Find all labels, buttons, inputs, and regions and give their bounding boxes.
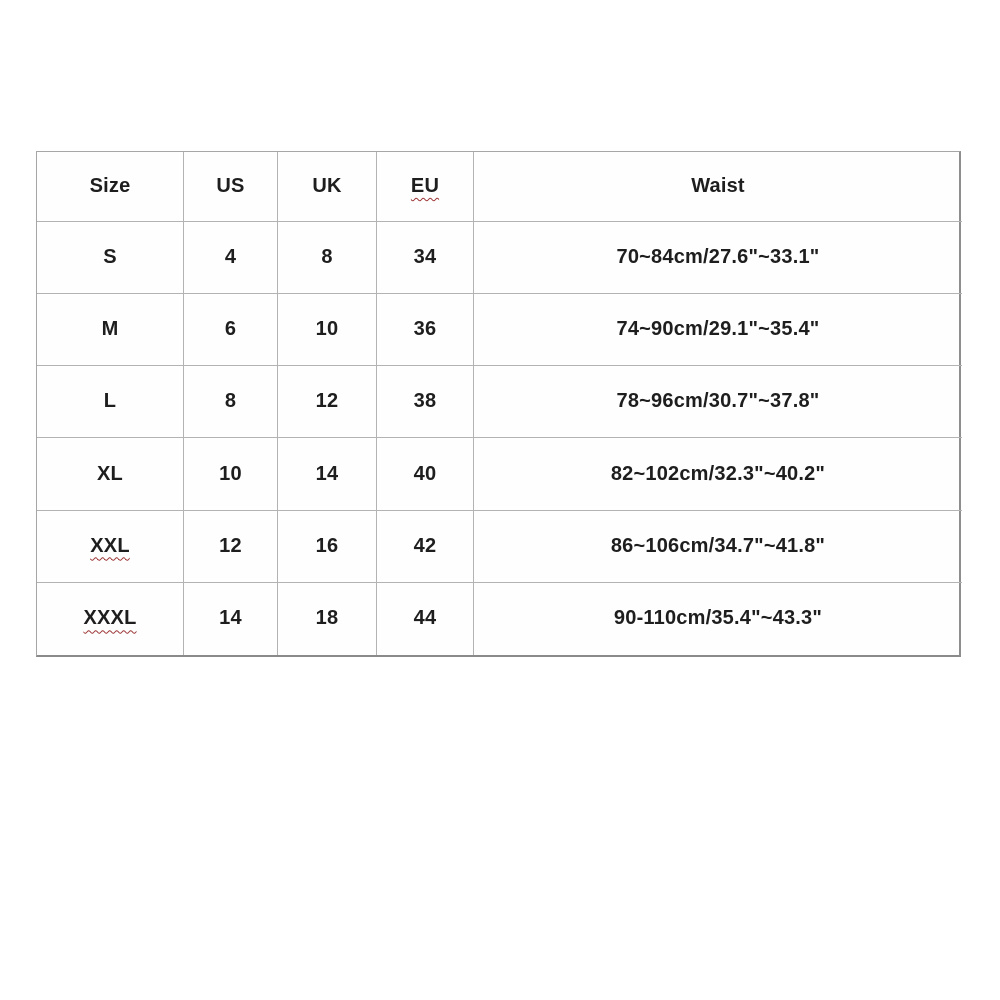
cell-size-m: M — [37, 294, 184, 366]
cell-waist-m: 74~90cm/29.1"~35.4" — [474, 294, 962, 366]
cell-us-xxxl: 14 — [184, 583, 278, 655]
cell-eu-xl: 40 — [377, 438, 474, 510]
cell-us-l: 8 — [184, 366, 278, 438]
cell-waist-xl: 82~102cm/32.3"~40.2" — [474, 438, 962, 510]
cell-us-xxl: 12 — [184, 511, 278, 583]
column-header-eu: EU — [377, 152, 474, 222]
cell-uk-m: 10 — [278, 294, 377, 366]
cell-waist-xxxl: 90-110cm/35.4"~43.3" — [613, 607, 823, 630]
cell-waist-xxl: 86~106cm/34.7"~41.8" — [474, 511, 962, 583]
cell-size-l: L — [37, 366, 184, 438]
cell-us-m: 6 — [184, 294, 278, 366]
cell-us-s: 4 — [184, 222, 278, 294]
size-chart-table — [36, 151, 961, 657]
cell-eu-l: 38 — [377, 366, 474, 438]
cell-waist-l: 78~96cm/30.7"~37.8" — [474, 366, 962, 438]
cell-eu-m: 36 — [377, 294, 474, 366]
cell-size-xxxl: XXXL — [37, 583, 184, 655]
column-header-us: US — [184, 152, 278, 222]
cell-us-xl: 10 — [184, 438, 278, 510]
cell-eu-xxxl: 44 — [377, 583, 474, 655]
cell-eu-xxl: 42 — [377, 511, 474, 583]
cell-waist-s: 70~84cm/27.6"~33.1" — [474, 222, 962, 294]
column-header-uk: UK — [278, 152, 377, 222]
cell-size-s: S — [37, 222, 184, 294]
cell-uk-l: 12 — [278, 366, 377, 438]
cell-uk-xxl: 16 — [278, 511, 377, 583]
cell-size-xxl: XXL — [37, 511, 184, 583]
cell-uk-xxxl: 18 — [278, 583, 377, 655]
cell-uk-s: 8 — [278, 222, 377, 294]
cell-uk-xl: 14 — [278, 438, 377, 510]
column-header-waist: Waist — [474, 152, 962, 222]
cell-eu-s: 34 — [377, 222, 474, 294]
cell-size-xl: XL — [37, 438, 184, 510]
column-header-size: Size — [37, 152, 184, 222]
